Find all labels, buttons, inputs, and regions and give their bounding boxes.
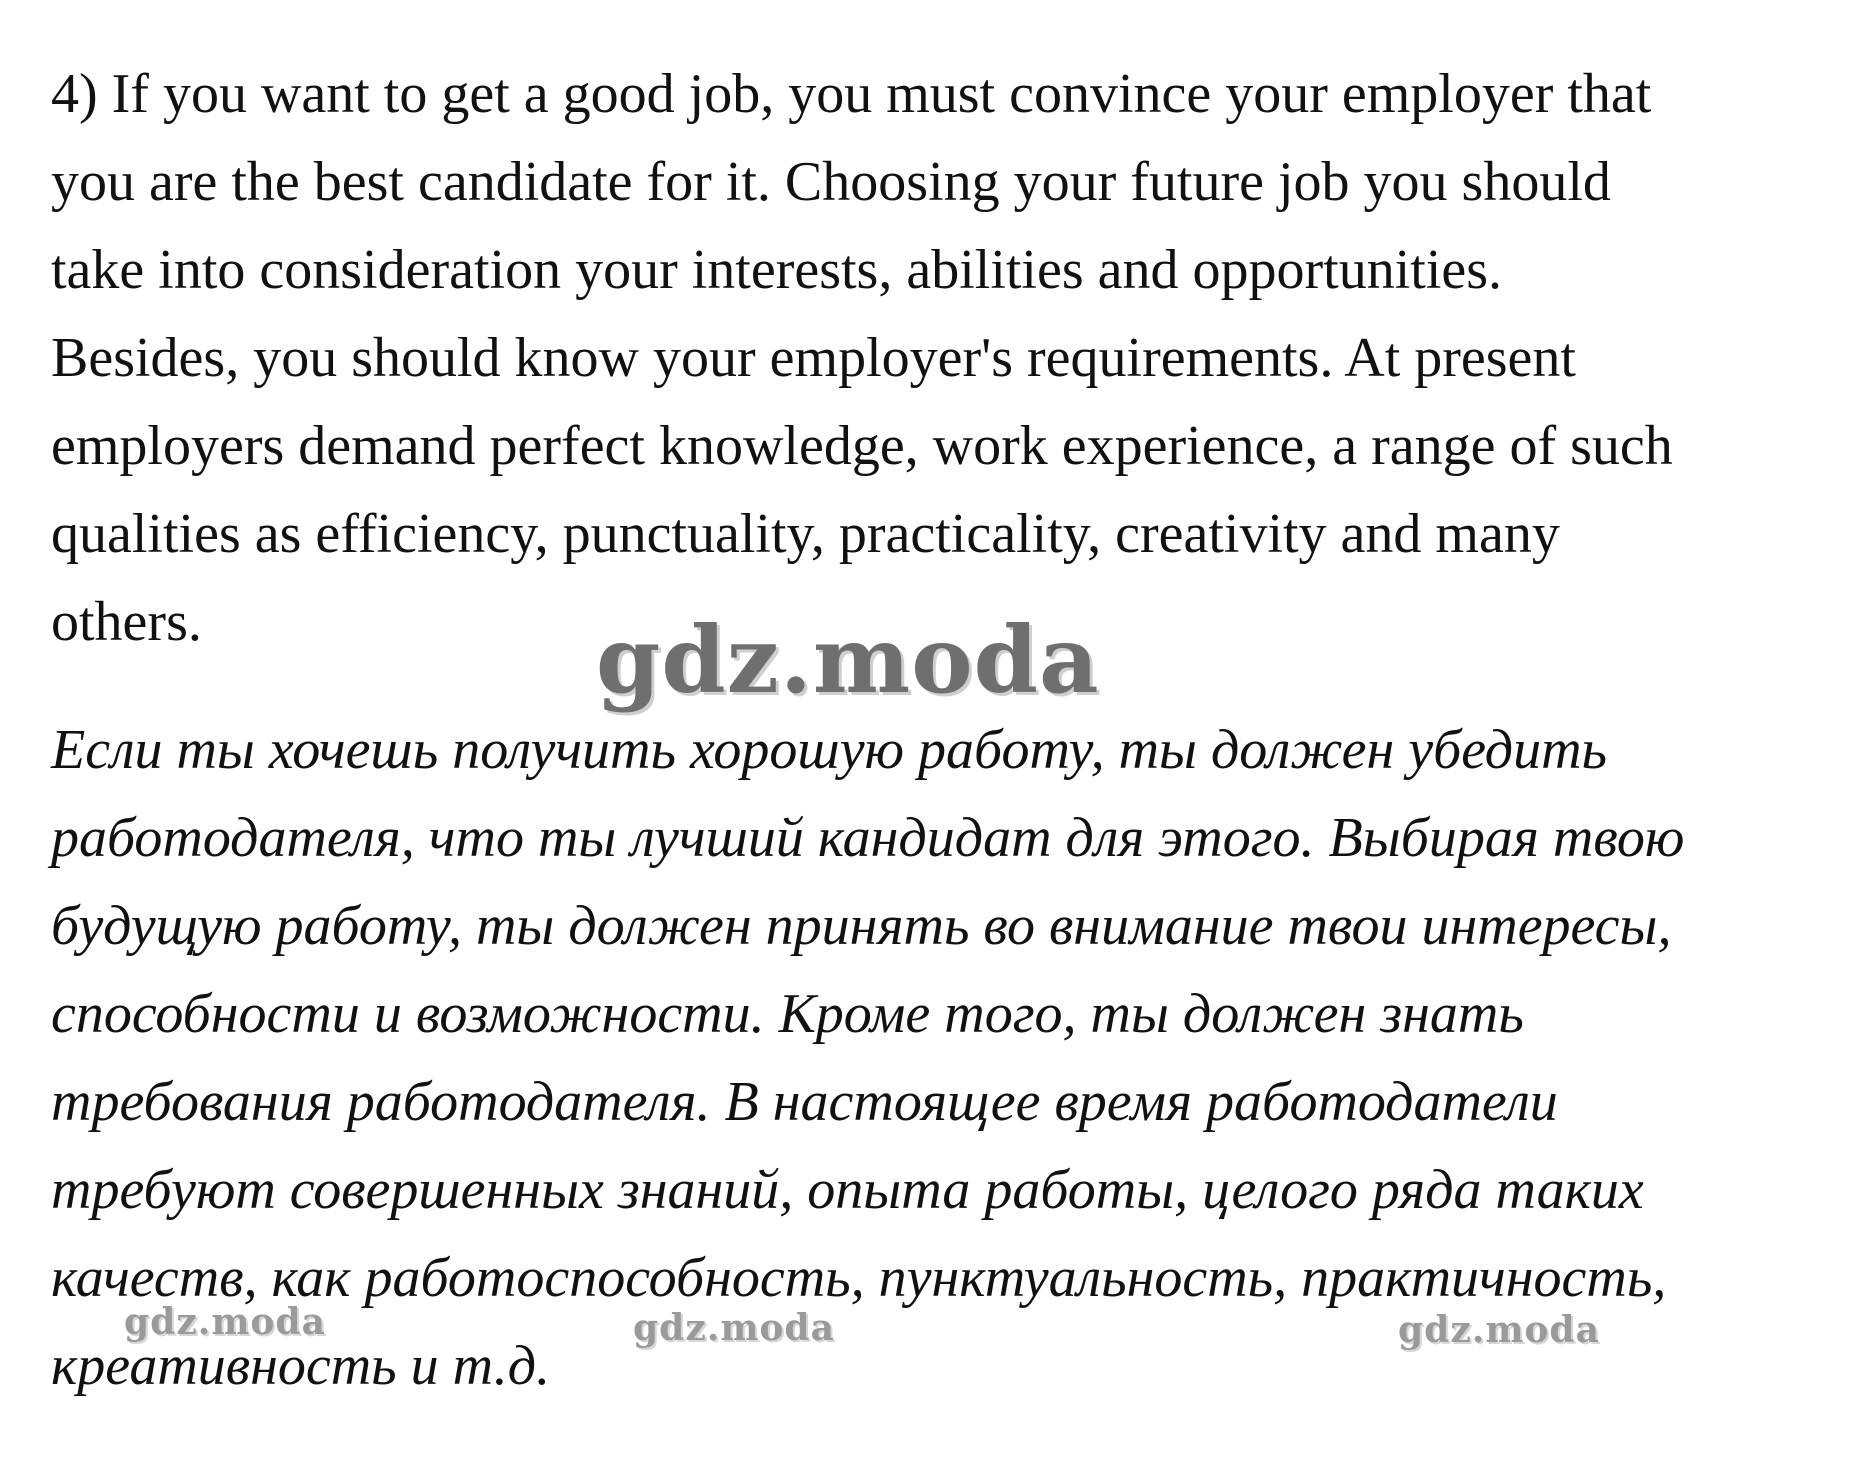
russian-line-6: требуют совершенных знаний, опыта работы, целого ряда таких (51, 1159, 1644, 1221)
english-line-7: others. (51, 591, 202, 653)
russian-line-1: Если ты хочешь получить хорошую работу, ты должен убедить (51, 719, 1608, 781)
russian-line-8: креативность и т.д. (51, 1335, 551, 1397)
watermark-center: gdz.moda (596, 606, 1100, 714)
watermark-bottom-center: gdz.moda (633, 1307, 835, 1349)
english-line-5: employers demand perfect knowledge, work experience, a range of such (51, 415, 1673, 477)
russian-line-5: требования работодателя. В настоящее время работодатели (51, 1071, 1558, 1133)
english-line-3: take into consideration your interests, abilities and opportunities. (51, 239, 1503, 301)
russian-line-4: способности и возможности. Кроме того, ты должен знать (51, 983, 1524, 1045)
watermark-bottom-left: gdz.moda (124, 1301, 326, 1343)
watermark-bottom-right: gdz.moda (1398, 1309, 1600, 1351)
russian-line-2: работодателя, что ты лучший кандидат для этого. Выбирая твою (51, 807, 1685, 869)
russian-line-7: качеств, как работоспособность, пунктуальность, практичность, (51, 1247, 1667, 1309)
english-line-4: Besides, you should know your employer's requirements. At present (51, 327, 1576, 389)
english-line-6: qualities as efficiency, punctuality, practicality, creativity and many (51, 503, 1560, 565)
english-line-1: 4) If you want to get a good job, you must convince your employer that (51, 63, 1652, 125)
russian-line-3: будущую работу, ты должен принять во внимание твои интересы, (51, 895, 1672, 957)
english-line-2: you are the best candidate for it. Choosing your future job you should (51, 151, 1611, 213)
